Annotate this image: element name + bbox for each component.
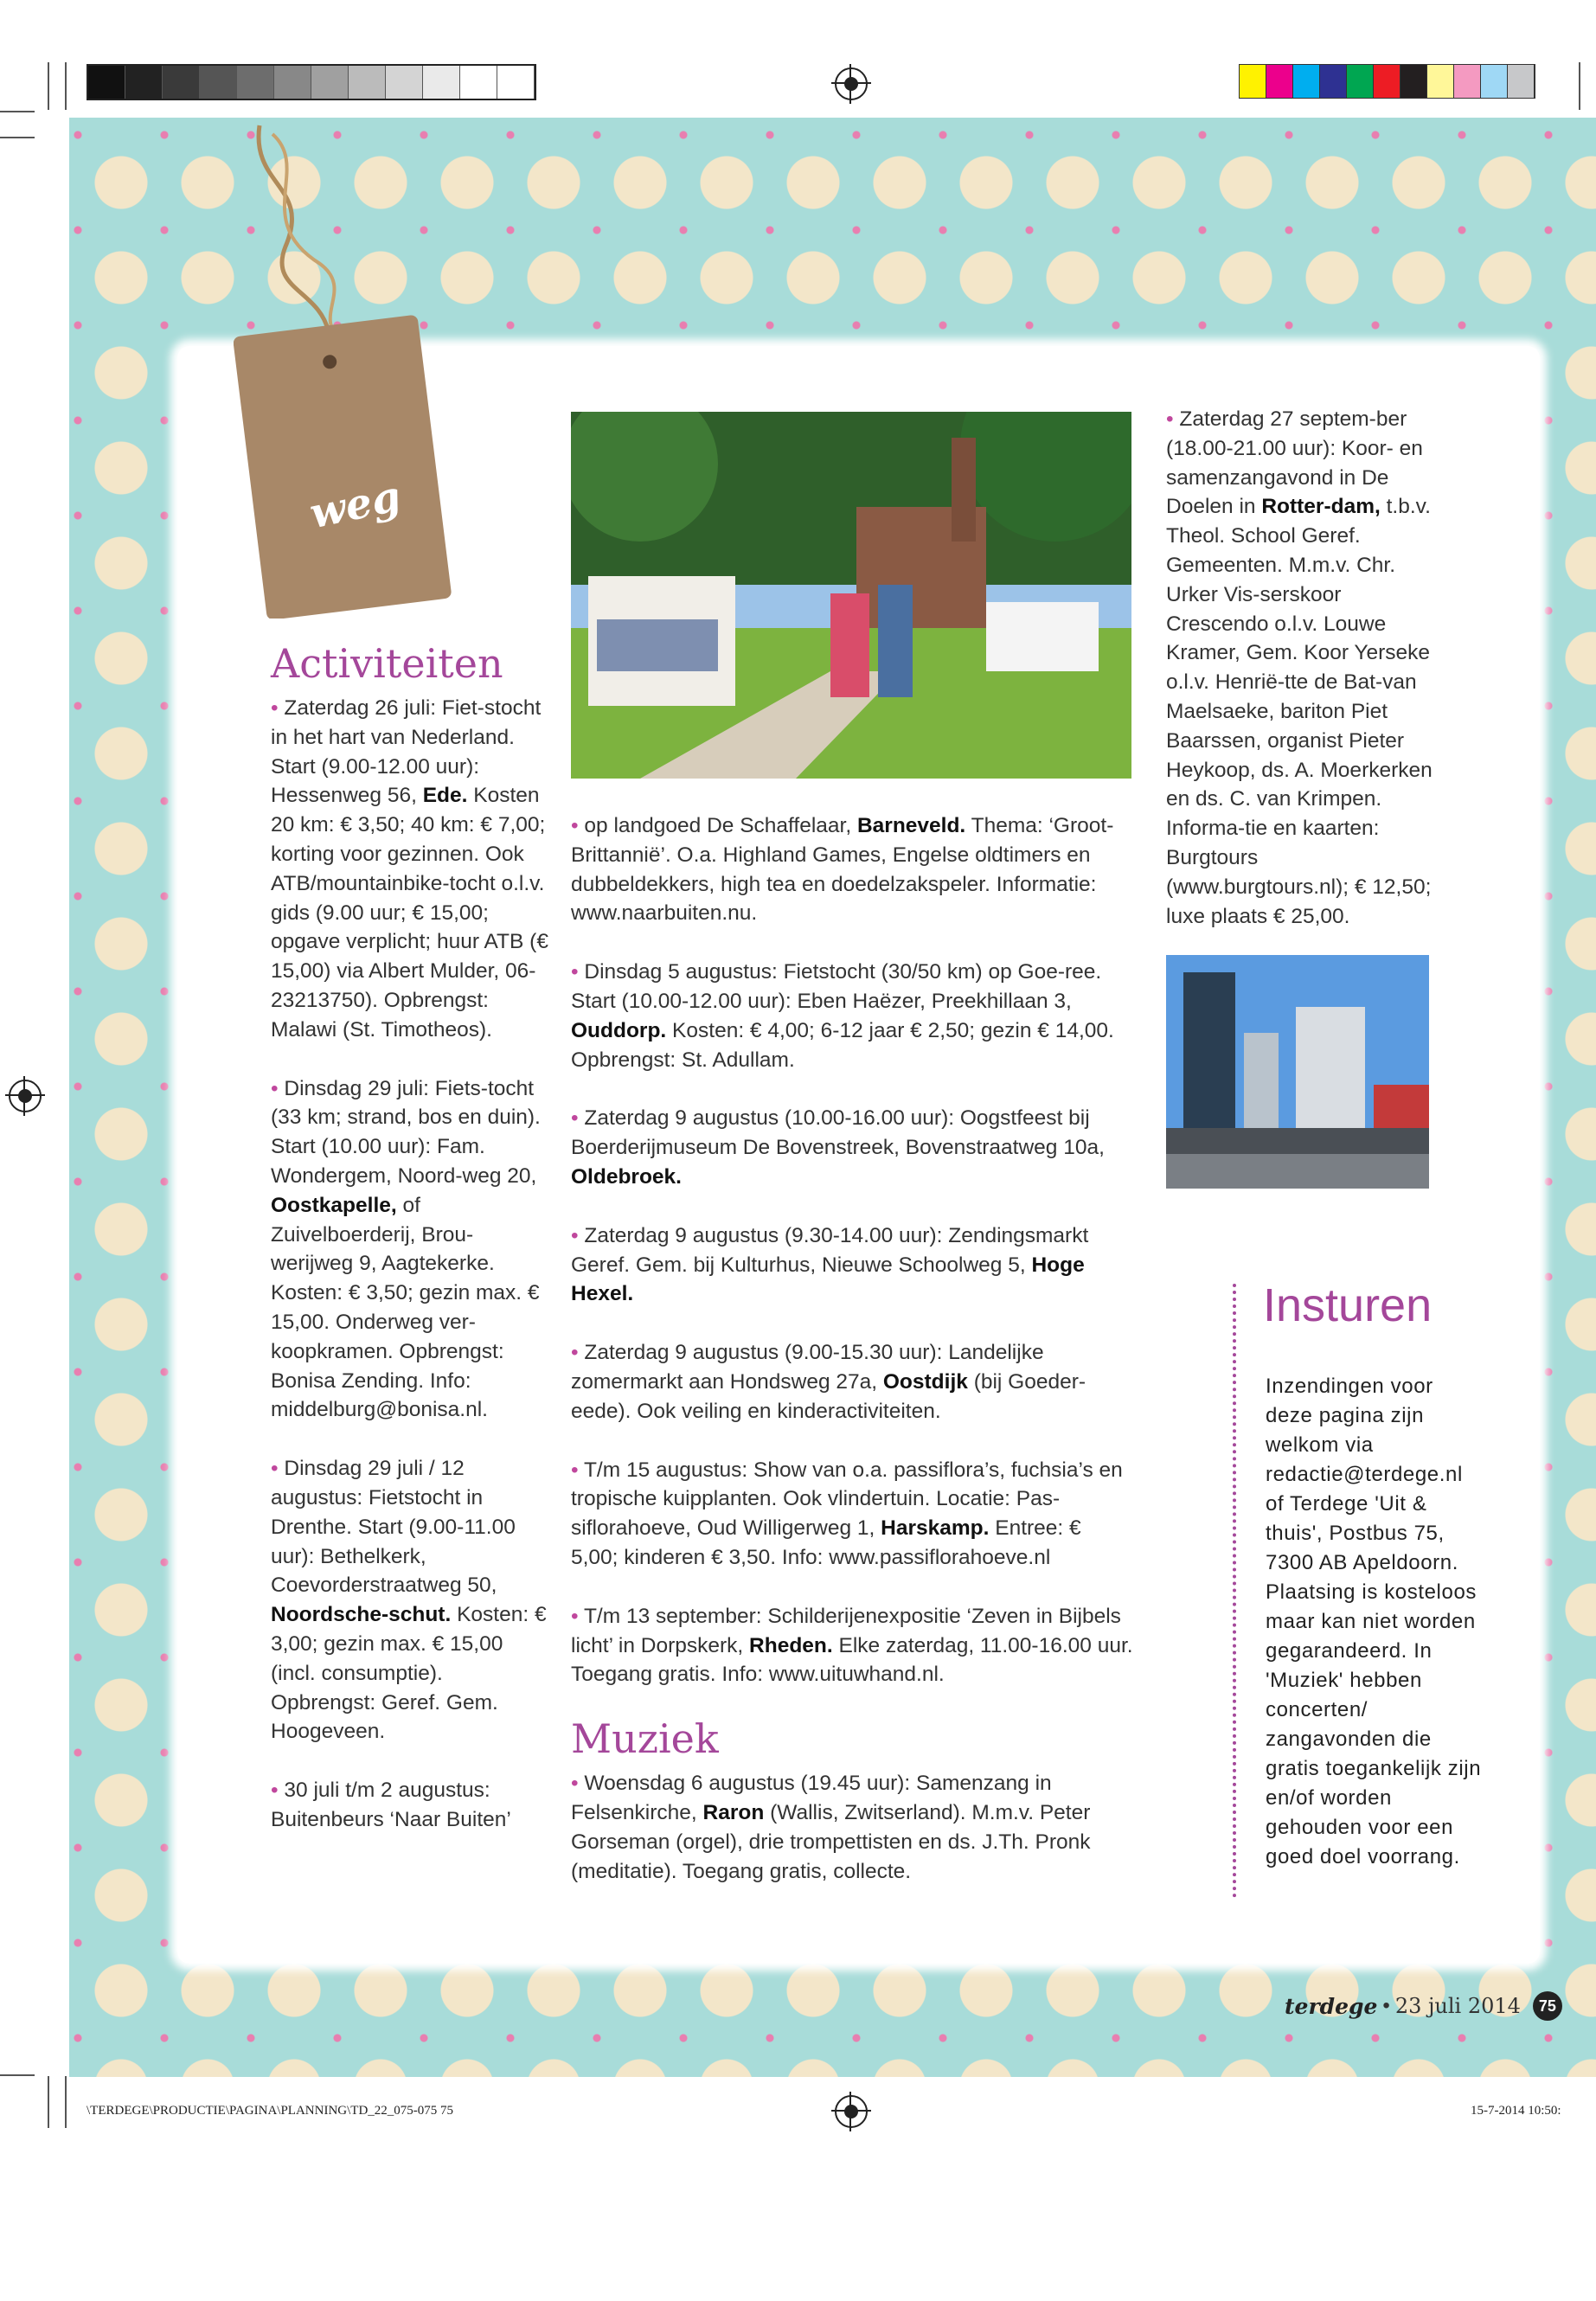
event-location: Rotter-dam, bbox=[1261, 495, 1381, 519]
event-item bbox=[271, 1454, 549, 1747]
grayscale-calibration-bar bbox=[87, 64, 536, 100]
market-photo bbox=[571, 412, 1131, 779]
event-item bbox=[271, 1074, 549, 1426]
event-item bbox=[271, 694, 549, 1045]
activiteiten-list bbox=[271, 694, 549, 1835]
event-text: Dinsdag 29 juli: Fiets-tocht (33 km; strand, bos en duin). Start (10.00 uur): Fam. Wondergem, Noord-weg 20, bbox=[271, 1076, 541, 1188]
event-location: Oostdijk bbox=[882, 1369, 968, 1394]
crop-mark bbox=[0, 111, 35, 112]
slug-path: \TERDEGE\PRODUCTIE\PAGINA\PLANNING\TD_22_075-075 75 bbox=[87, 2104, 454, 2118]
event-text: Zaterdag 27 septem-ber (18.00-21.00 uur): Koor- en samenzangavond in De Doelen in bbox=[1166, 407, 1423, 519]
insturen-divider bbox=[1233, 1284, 1236, 1898]
event-details: Thema: ‘Groot-Brittannië’. O.a. Highland Games, Engelse oldtimers en dubbeldekkers, high tea en doedelzakspeler. Informatie: www.naarbuiten.nu. bbox=[571, 814, 1114, 926]
bullet-icon: • bbox=[571, 814, 585, 837]
event-location: Oostkapelle, bbox=[271, 1193, 397, 1217]
event-text: Zaterdag 9 augustus (10.00-16.00 uur): Oogstfeest bij Boerderijmuseum De Bovenstreek, Bovenstraatweg 10a, bbox=[571, 1106, 1105, 1160]
event-item bbox=[1166, 405, 1443, 931]
event-text: T/m 15 augustus: Show van o.a. passiflora’s, fuchsia’s en tropische kuipplanten. Ook vlindertuin. Locatie: Pas-siflorahoeve, Oud Willigerweg 1, bbox=[571, 1458, 1123, 1541]
tag-label: weg bbox=[305, 471, 406, 539]
event-details: Kosten: € 4,00; 6-12 jaar € 2,50; gezin € 14,00. Opbrengst: St. Adullam. bbox=[571, 1018, 1114, 1072]
crop-mark bbox=[0, 137, 35, 138]
event-details: (bij Goeder-eede). Ook veiling en kinderactiviteiten. bbox=[571, 1369, 1086, 1423]
page-footer bbox=[1285, 1991, 1562, 2021]
event-location: Ede. bbox=[422, 784, 468, 808]
event-location: Harskamp. bbox=[881, 1516, 990, 1541]
event-item bbox=[571, 1456, 1133, 1573]
event-text: T/m 13 september: Schilderijenexpositie ‘Zeven in Bijbels licht’ in Dorpskerk, bbox=[571, 1604, 1121, 1657]
event-item bbox=[571, 958, 1133, 1074]
event-text: Dinsdag 5 augustus: Fietstocht (30/50 km) op Goe-ree. Start (10.00-12.00 uur): Eben Haëzer, Preekhillaan 3, bbox=[571, 960, 1102, 1013]
middle-list bbox=[571, 811, 1133, 1689]
bullet-icon: • bbox=[571, 1604, 584, 1628]
event-details: of Zuivelboerderij, Brou-werijweg 9, Aagtekerke. Kosten: € 3,50; gezin max. € 15,00. Onderweg ver-koopkramen. Opbrengst: Bonisa Zending. Info: middelburg@bonisa.nl. bbox=[271, 1193, 540, 1422]
event-item bbox=[571, 1221, 1133, 1309]
event-location: Oldebroek. bbox=[571, 1164, 682, 1189]
event-details: Kosten: € 3,00; gezin max. € 15,00 (incl. consumptie). Opbrengst: Geref. Gem. Hoogeveen. bbox=[271, 1603, 547, 1744]
bullet-icon: • bbox=[571, 1341, 585, 1365]
event-text: Zaterdag 26 juli: Fiet-stocht in het hart van Nederland. Start (9.00-12.00 uur): Hessenweg 56, bbox=[271, 696, 542, 808]
bullet-icon: • bbox=[271, 1076, 285, 1100]
crop-mark bbox=[0, 2074, 35, 2076]
activiteiten-heading: Activiteiten bbox=[271, 640, 503, 687]
registration-mark bbox=[9, 1080, 42, 1112]
event-text: Dinsdag 29 juli / 12 augustus: Fietstocht in Drenthe. Start (9.00-11.00 uur): Bethelkerk, Coevorderstraatweg 50, bbox=[271, 1457, 516, 1598]
event-text: Zaterdag 9 augustus (9.30-14.00 uur): Zendingsmarkt Geref. Gem. bij Kulturhus, Nieuwe Schoolweg 5, bbox=[571, 1223, 1089, 1277]
muziek-list bbox=[571, 1769, 1133, 1886]
crop-mark bbox=[1579, 62, 1580, 110]
right-column bbox=[1166, 405, 1443, 960]
insturen-heading: Insturen bbox=[1263, 1279, 1433, 1331]
footer-date: 23 juli 2014 bbox=[1394, 1994, 1521, 2018]
event-item bbox=[571, 1769, 1133, 1886]
event-text: Woensdag 6 augustus (19.45 uur): Samenzang in Felsenkirche, bbox=[571, 1772, 1052, 1824]
event-location: Ouddorp. bbox=[571, 1018, 667, 1042]
crop-mark bbox=[65, 62, 67, 110]
event-item bbox=[271, 1776, 549, 1835]
color-calibration-bar bbox=[1239, 64, 1535, 99]
bullet-icon: • bbox=[571, 1223, 585, 1247]
event-item bbox=[571, 1338, 1133, 1426]
slug-timestamp: 15-7-2014 10:50: bbox=[1471, 2104, 1561, 2118]
event-text: Zaterdag 9 augustus (9.00-15.30 uur): Landelijke zomermarkt aan Hondsweg 27a, bbox=[571, 1341, 1044, 1394]
crop-mark bbox=[48, 2076, 49, 2128]
bullet-icon: • bbox=[271, 1457, 285, 1481]
insturen-text: Inzendingen voor deze pagina zijn welkom via redactie@terdege.nl of Terdege 'Uit & thuis', Postbus 75, 7300 AB Apeldoorn. Plaatsing is kosteloos maar kan niet worden gegarandeerd. In 'Muziek' hebben concerten/ zangavonden die gratis toegankelijk zijn en/of worden gehouden voor een goed doel voorrang. bbox=[1266, 1375, 1482, 1868]
brand-logo: terdege bbox=[1285, 1993, 1378, 2019]
event-details: Kosten 20 km: € 3,50; 40 km: € 7,00; korting voor gezinnen. Ook ATB/mountainbike-tocht o.l.v. gids (9.00 uur; € 15,00; opgave verplicht; huur ATB (€ 15,00) via Albert Mulder, 06-23213750). Opbrengst: Malawi (St. Timotheos). bbox=[271, 784, 548, 1042]
crop-mark bbox=[48, 62, 49, 110]
registration-mark bbox=[835, 2095, 868, 2128]
bullet-icon: • bbox=[571, 1106, 585, 1131]
event-details: t.b.v. Theol. School Geref. Gemeenten. M.m.v. Chr. Urker Vis-serskoor Crescendo o.l.v. Louwe Kramer, Gem. Koor Yerseke o.l.v. Henrië-tte de Bat-van Maelsaeke, bariton Piet Baarssen, organist Pieter Heykoop, ds. A. Moerkerken en ds. C. van Krimpen. Informa-tie en kaarten: Burgtours (www.burgtours.nl); € 12,50; luxe plaats € 25,00. bbox=[1166, 495, 1433, 928]
tag-illustration bbox=[234, 117, 458, 619]
bullet-icon: • bbox=[571, 960, 585, 984]
event-text: op landgoed De Schaffelaar, bbox=[584, 814, 857, 837]
event-text: 30 juli t/m 2 augustus: Buitenbeurs ‘Naar Buiten’ bbox=[271, 1779, 511, 1831]
activiteiten-column bbox=[271, 640, 549, 1864]
event-location: Noordsche-schut. bbox=[271, 1603, 452, 1627]
event-details: Entree: € 5,00; kinderen € 3,50. Info: www.passiflorahoeve.nl bbox=[571, 1516, 1081, 1569]
bullet-icon: • bbox=[1166, 407, 1180, 431]
right-list bbox=[1166, 405, 1443, 931]
event-details: Elke zaterdag, 11.00-16.00 uur. Toegang gratis. Info: www.uituwhand.nl. bbox=[571, 1633, 1133, 1687]
muziek-heading: Muziek bbox=[571, 1715, 719, 1763]
bullet-icon: • bbox=[271, 1779, 285, 1803]
middle-column bbox=[571, 811, 1133, 1915]
event-location: Rheden. bbox=[749, 1633, 833, 1657]
event-location: Hoge Hexel. bbox=[571, 1253, 1085, 1306]
event-item bbox=[571, 811, 1133, 928]
event-location: Barneveld. bbox=[856, 814, 966, 837]
city-photo bbox=[1166, 955, 1429, 1189]
bullet-icon: • bbox=[571, 1458, 584, 1482]
crop-mark bbox=[65, 2076, 67, 2128]
footer-separator: • bbox=[1382, 1994, 1390, 2017]
event-details: (Wallis, Zwitserland). M.m.v. Peter Gorseman (orgel), drie trompettisten en ds. J.Th. Pronk (meditatie). Toegang gratis, collecte. bbox=[571, 1800, 1091, 1883]
event-item bbox=[571, 1104, 1133, 1191]
registration-mark bbox=[835, 67, 868, 100]
bullet-icon: • bbox=[271, 696, 285, 720]
page-number: 75 bbox=[1533, 1991, 1562, 2021]
event-item bbox=[571, 1602, 1133, 1689]
event-location: Raron bbox=[702, 1800, 765, 1824]
bullet-icon: • bbox=[571, 1772, 585, 1796]
